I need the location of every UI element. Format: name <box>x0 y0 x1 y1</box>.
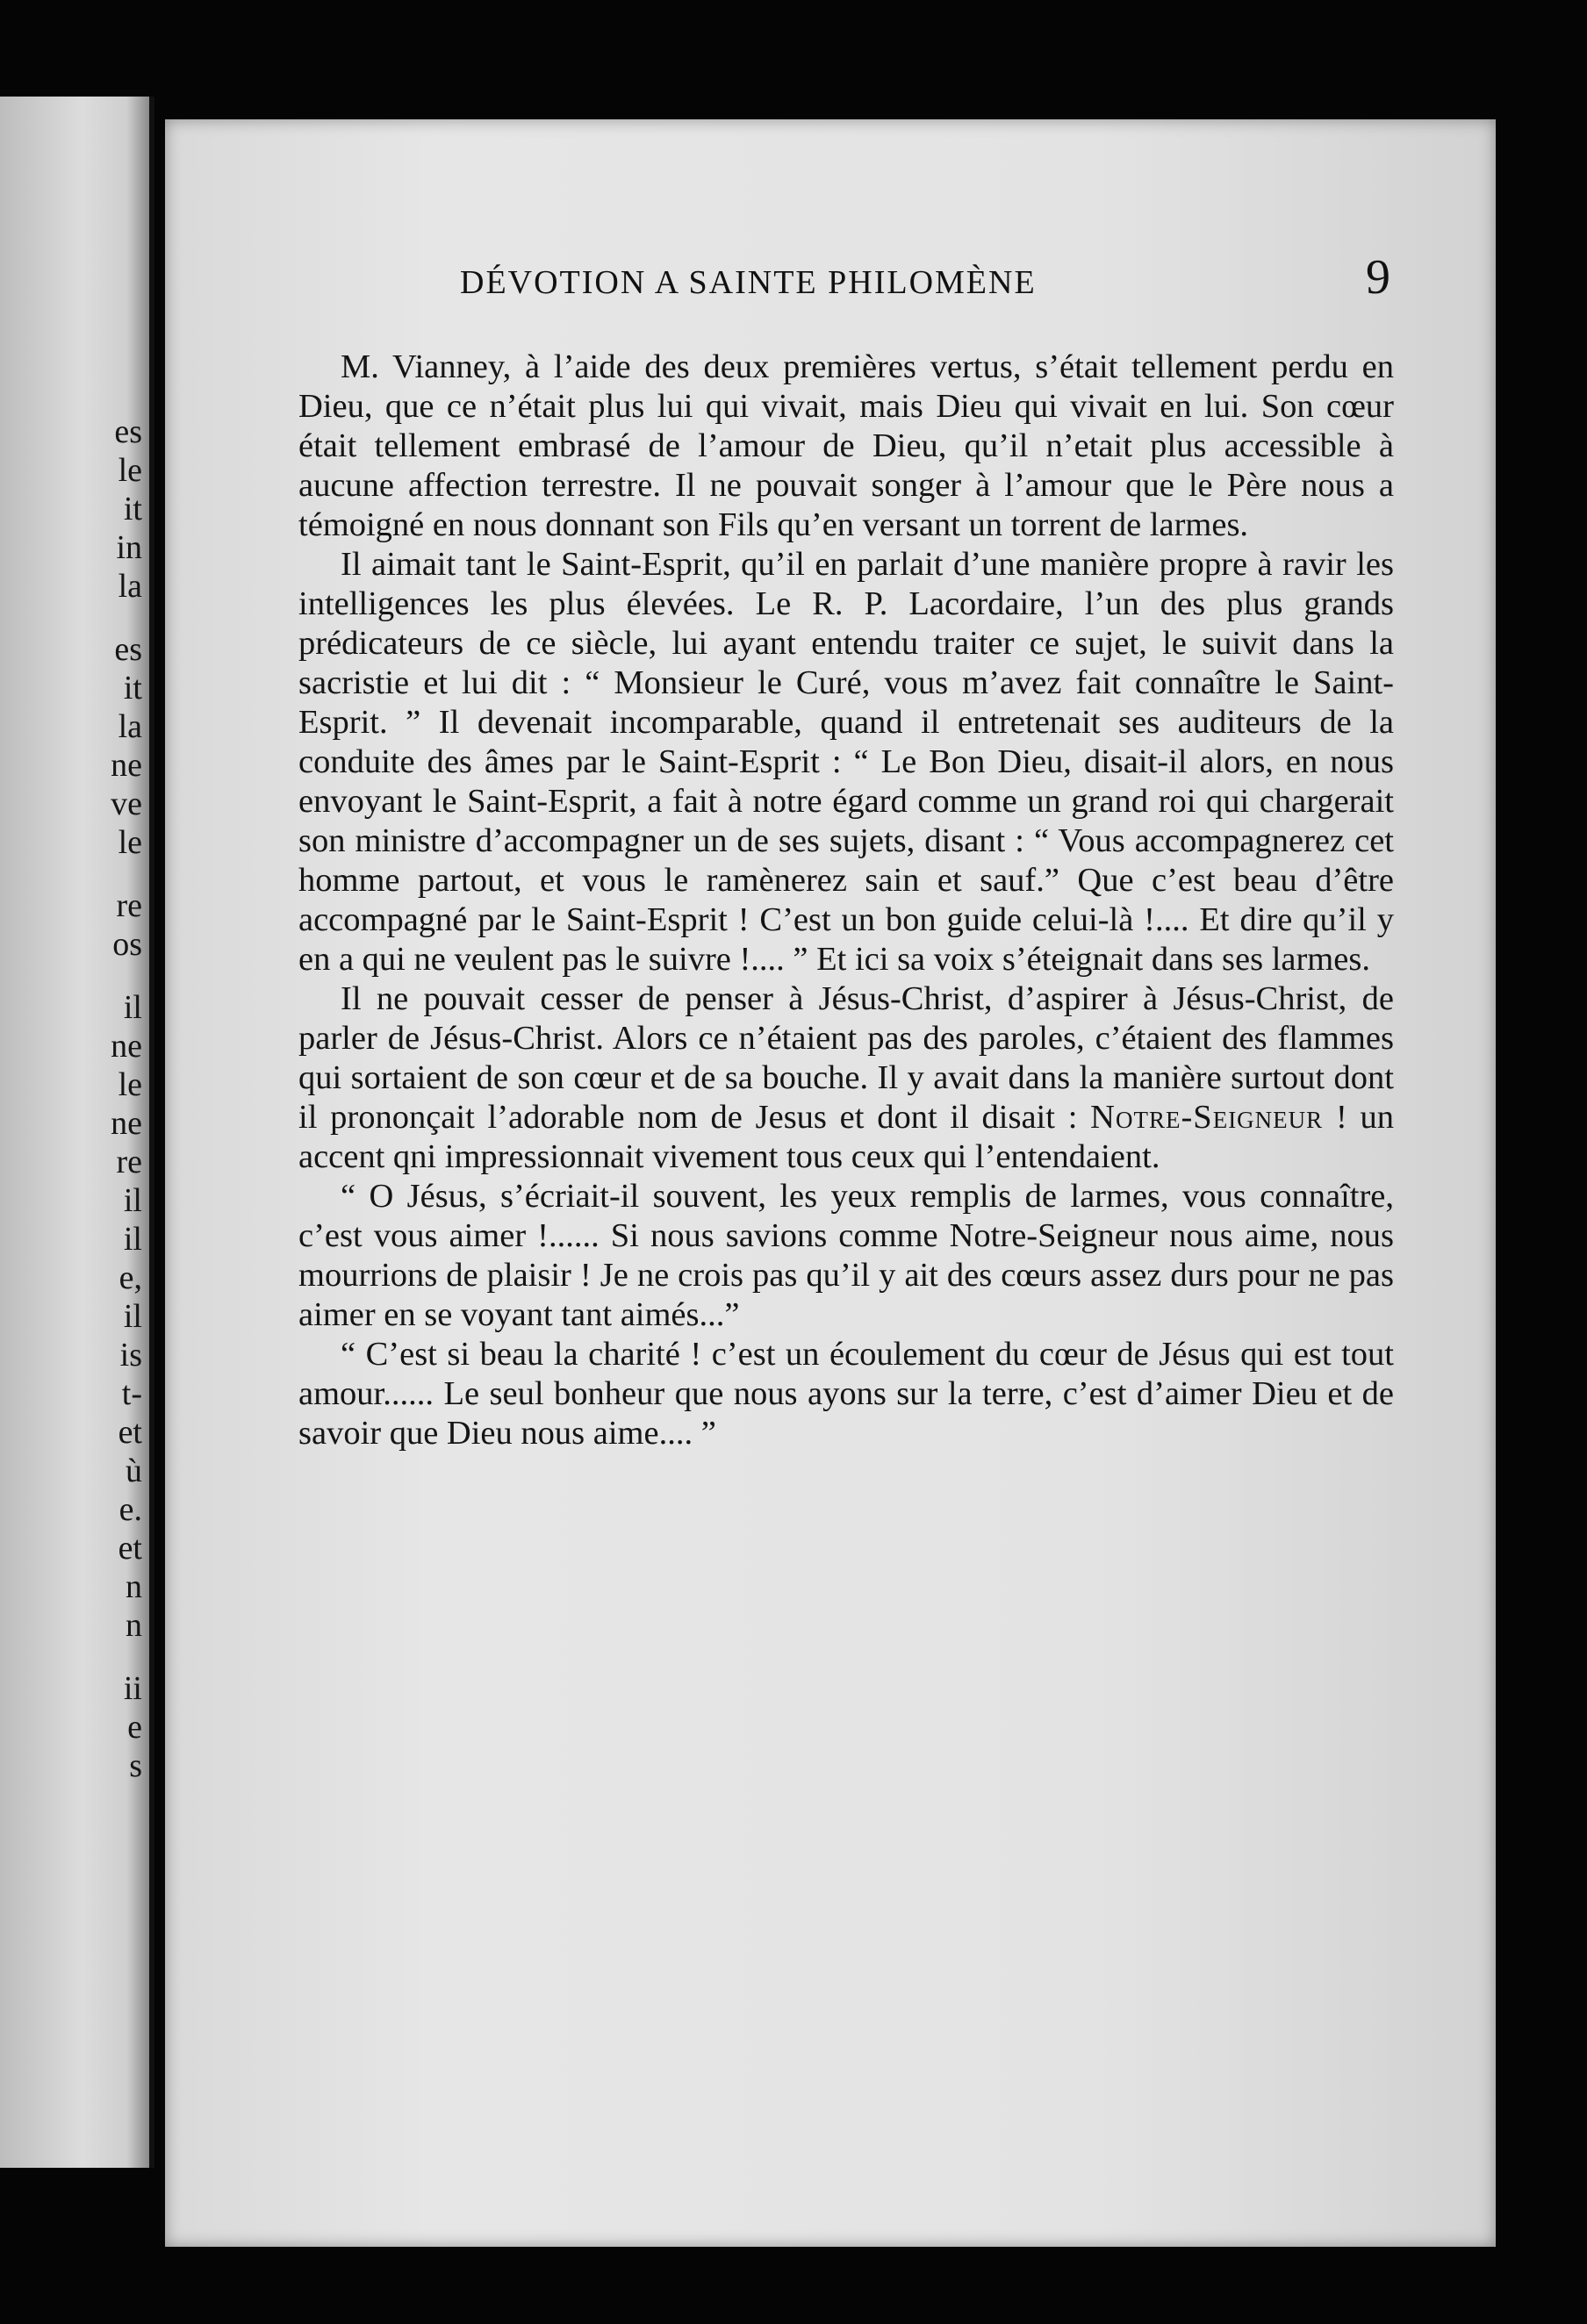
facing-page-fragment: e <box>127 1709 142 1746</box>
facing-page-fragment: re <box>116 887 142 924</box>
facing-page-fragment: ù <box>126 1452 142 1489</box>
facing-page-fragment: la <box>118 708 142 745</box>
facing-page-fragment: n <box>126 1607 142 1644</box>
facing-page-fragment: s <box>129 1747 142 1784</box>
facing-page-strip <box>0 97 154 2168</box>
facing-page-fragment: es <box>114 413 142 450</box>
facing-page-fragment: n <box>126 1568 142 1605</box>
facing-page-fragment: os <box>112 926 142 963</box>
facing-page-fragment: et <box>118 1530 142 1567</box>
facing-page-fragment: la <box>118 568 142 605</box>
facing-page-fragment: e. <box>118 1491 142 1528</box>
paragraph <box>298 979 1394 1177</box>
facing-page-fragment: ii <box>123 1670 142 1707</box>
facing-page-fragment: it <box>123 491 142 527</box>
paragraph-text: Il ne pouvait cesser de penser à Jésus-Christ, d’aspirer à Jésus-Christ, de parler de Jésus-Christ. Alors ce n’étaient pas des paroles, c’étaient des flammes qui sortaient de son cœur et de sa bouche. Il y avait dans la manière surtout dont il prononçait l’adorable nom de Jesus et dont il disait : <box>298 980 1394 1136</box>
facing-page-fragments <box>72 412 142 1785</box>
facing-page-fragment <box>72 606 142 630</box>
facing-page-fragment: il <box>123 989 142 1026</box>
facing-page-fragment: il <box>123 1298 142 1335</box>
facing-page-fragment: t- <box>121 1375 142 1412</box>
facing-page-fragment: il <box>123 1182 142 1219</box>
facing-page-fragment: is <box>119 1337 142 1374</box>
facing-page-fragment: ne <box>111 1105 142 1142</box>
facing-page-fragment: es <box>114 631 142 668</box>
facing-page-fragment: re <box>116 1144 142 1180</box>
paragraph-text: ! un accent qni impressionnait vivement tous ceux qui l’entendaient. <box>298 1099 1395 1175</box>
facing-page-fragment: le <box>118 824 142 861</box>
facing-page-fragment <box>72 1645 142 1669</box>
page-header <box>460 249 1390 311</box>
paragraph: “ C’est si beau la charité ! c’est un écoulement du cœur de Jésus qui est tout amour...... Le seul bonheur que nous ayons sur la terre, c’est d’aimer Dieu et de savoir que Dieu nous aime.... ” <box>298 1336 1394 1452</box>
page-number: 9 <box>1366 250 1390 305</box>
facing-page-fragment: il <box>123 1221 142 1258</box>
paragraph: “ O Jésus, s’écriait-il souvent, les yeux remplis de larmes, vous connaître, c’est vous aimer !...... Si nous savions comme Notre-Seigneur nous aime, nous mourrions de plaisir ! Je ne crois pas qu’il y ait des cœurs assez durs pour ne pas aimer en se voyant tant aimés...” <box>298 1178 1394 1333</box>
facing-page-fragment: et <box>118 1414 142 1451</box>
facing-page-fragment: ne <box>111 747 142 784</box>
body-text <box>298 348 1394 1453</box>
facing-page-fragment: ne <box>111 1028 142 1065</box>
facing-page-fragment: le <box>118 1066 142 1103</box>
facing-page-fragment <box>72 964 142 988</box>
book-page <box>165 119 1496 2247</box>
facing-page-fragment: e, <box>118 1259 142 1296</box>
running-title: DÉVOTION A SAINTE PHILOMÈNE <box>460 264 1037 301</box>
paragraph: M. Vianney, à l’aide des deux premières vertus, s’était tellement perdu en Dieu, que ce n’était plus lui qui vivait, mais Dieu qui vivait en lui. Son cœur était tellement embrasé de l’amour de Dieu, qu’il n’etait plus accessible à aucune affection terrestre. Il ne pouvait songer à l’amour que le Père nous a témoigné en nous donnant son Fils qu’en versant un torrent de larmes. <box>298 348 1394 543</box>
facing-page-fragment: in <box>116 529 142 566</box>
facing-page-fragment: le <box>118 452 142 489</box>
facing-page-fragment: ve <box>111 785 142 822</box>
facing-page-fragment <box>72 862 142 886</box>
paragraph: Il aimait tant le Saint-Esprit, qu’il en parlait d’une manière propre à ravir les intelligences les plus élevées. Le R. P. Lacordaire, l’un des plus grands prédicateurs de ce siècle, lui ayant entendu traiter ce sujet, le suivit dans la sacristie et lui dit : “ Monsieur le Curé, vous m’avez fait connaître le Saint-Esprit. ” Il devenait incomparable, quand il entretenait ses auditeurs de la conduite des âmes par le Saint-Esprit : “ Le Bon Dieu, disait-il alors, en nous envoyant le Saint-Esprit, a fait à notre égard comme un grand roi qui chargerait son ministre d’accompagner un de ses sujets, disant : “ Vous accompagnerez cet homme partout, et vous le ramènerez sain et sauf.” Que c’est beau d’être accompagné par le Saint-Esprit ! C’est un bon guide celui-là !.... Et dire qu’il y en a qui ne veulent pas le suivre !.... ” Et ici sa voix s’éteignait dans ses larmes. <box>298 546 1394 978</box>
smallcaps-term: Notre-Seigneur <box>1090 1099 1324 1136</box>
facing-page-fragment: it <box>123 670 142 707</box>
